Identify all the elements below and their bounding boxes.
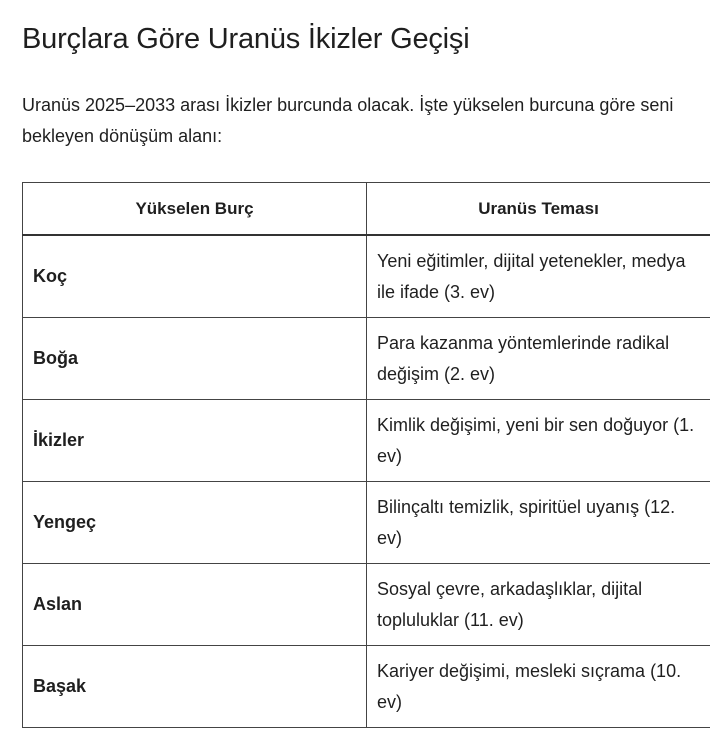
rising-sign-cell: Boğa bbox=[23, 318, 367, 400]
rising-sign-cell: Aslan bbox=[23, 564, 367, 646]
rising-sign-cell: Başak bbox=[23, 646, 367, 728]
table-row bbox=[23, 400, 711, 482]
uranus-table bbox=[22, 182, 710, 728]
table-body bbox=[23, 235, 711, 728]
rising-sign-cell: Yengeç bbox=[23, 482, 367, 564]
rising-sign-cell: İkizler bbox=[23, 400, 367, 482]
table-row bbox=[23, 564, 711, 646]
uranus-theme-cell: Kimlik değişimi, yeni bir sen doğuyor (1. ev) bbox=[367, 400, 711, 482]
uranus-theme-cell: Para kazanma yöntemlerinde radikal değişim (2. ev) bbox=[367, 318, 711, 400]
column-header-uranus-theme: Uranüs Teması bbox=[367, 183, 711, 236]
table-row bbox=[23, 235, 711, 318]
uranus-theme-cell: Bilinçaltı temizlik, spiritüel uyanış (12. ev) bbox=[367, 482, 711, 564]
rising-sign-cell: Koç bbox=[23, 235, 367, 318]
table-row bbox=[23, 646, 711, 728]
header-row bbox=[23, 183, 711, 236]
article bbox=[22, 0, 716, 152]
uranus-theme-cell: Kariyer değişimi, mesleki sıçrama (10. ev) bbox=[367, 646, 711, 728]
page-title: Burçlara Göre Uranüs İkizler Geçişi bbox=[22, 23, 470, 55]
table-row bbox=[23, 482, 711, 564]
table-container bbox=[22, 182, 710, 742]
uranus-theme-cell: Sosyal çevre, arkadaşlıklar, dijital topluluklar (11. ev) bbox=[367, 564, 711, 646]
column-header-rising-sign: Yükselen Burç bbox=[23, 183, 367, 236]
table-row bbox=[23, 318, 711, 400]
table-header bbox=[23, 183, 711, 236]
uranus-theme-cell: Yeni eğitimler, dijital yetenekler, medya ile ifade (3. ev) bbox=[367, 235, 711, 318]
intro-paragraph: Uranüs 2025–2033 arası İkizler burcunda olacak. İşte yükselen burcuna göre seni bekleyen dönüşüm alanı: bbox=[22, 95, 674, 146]
